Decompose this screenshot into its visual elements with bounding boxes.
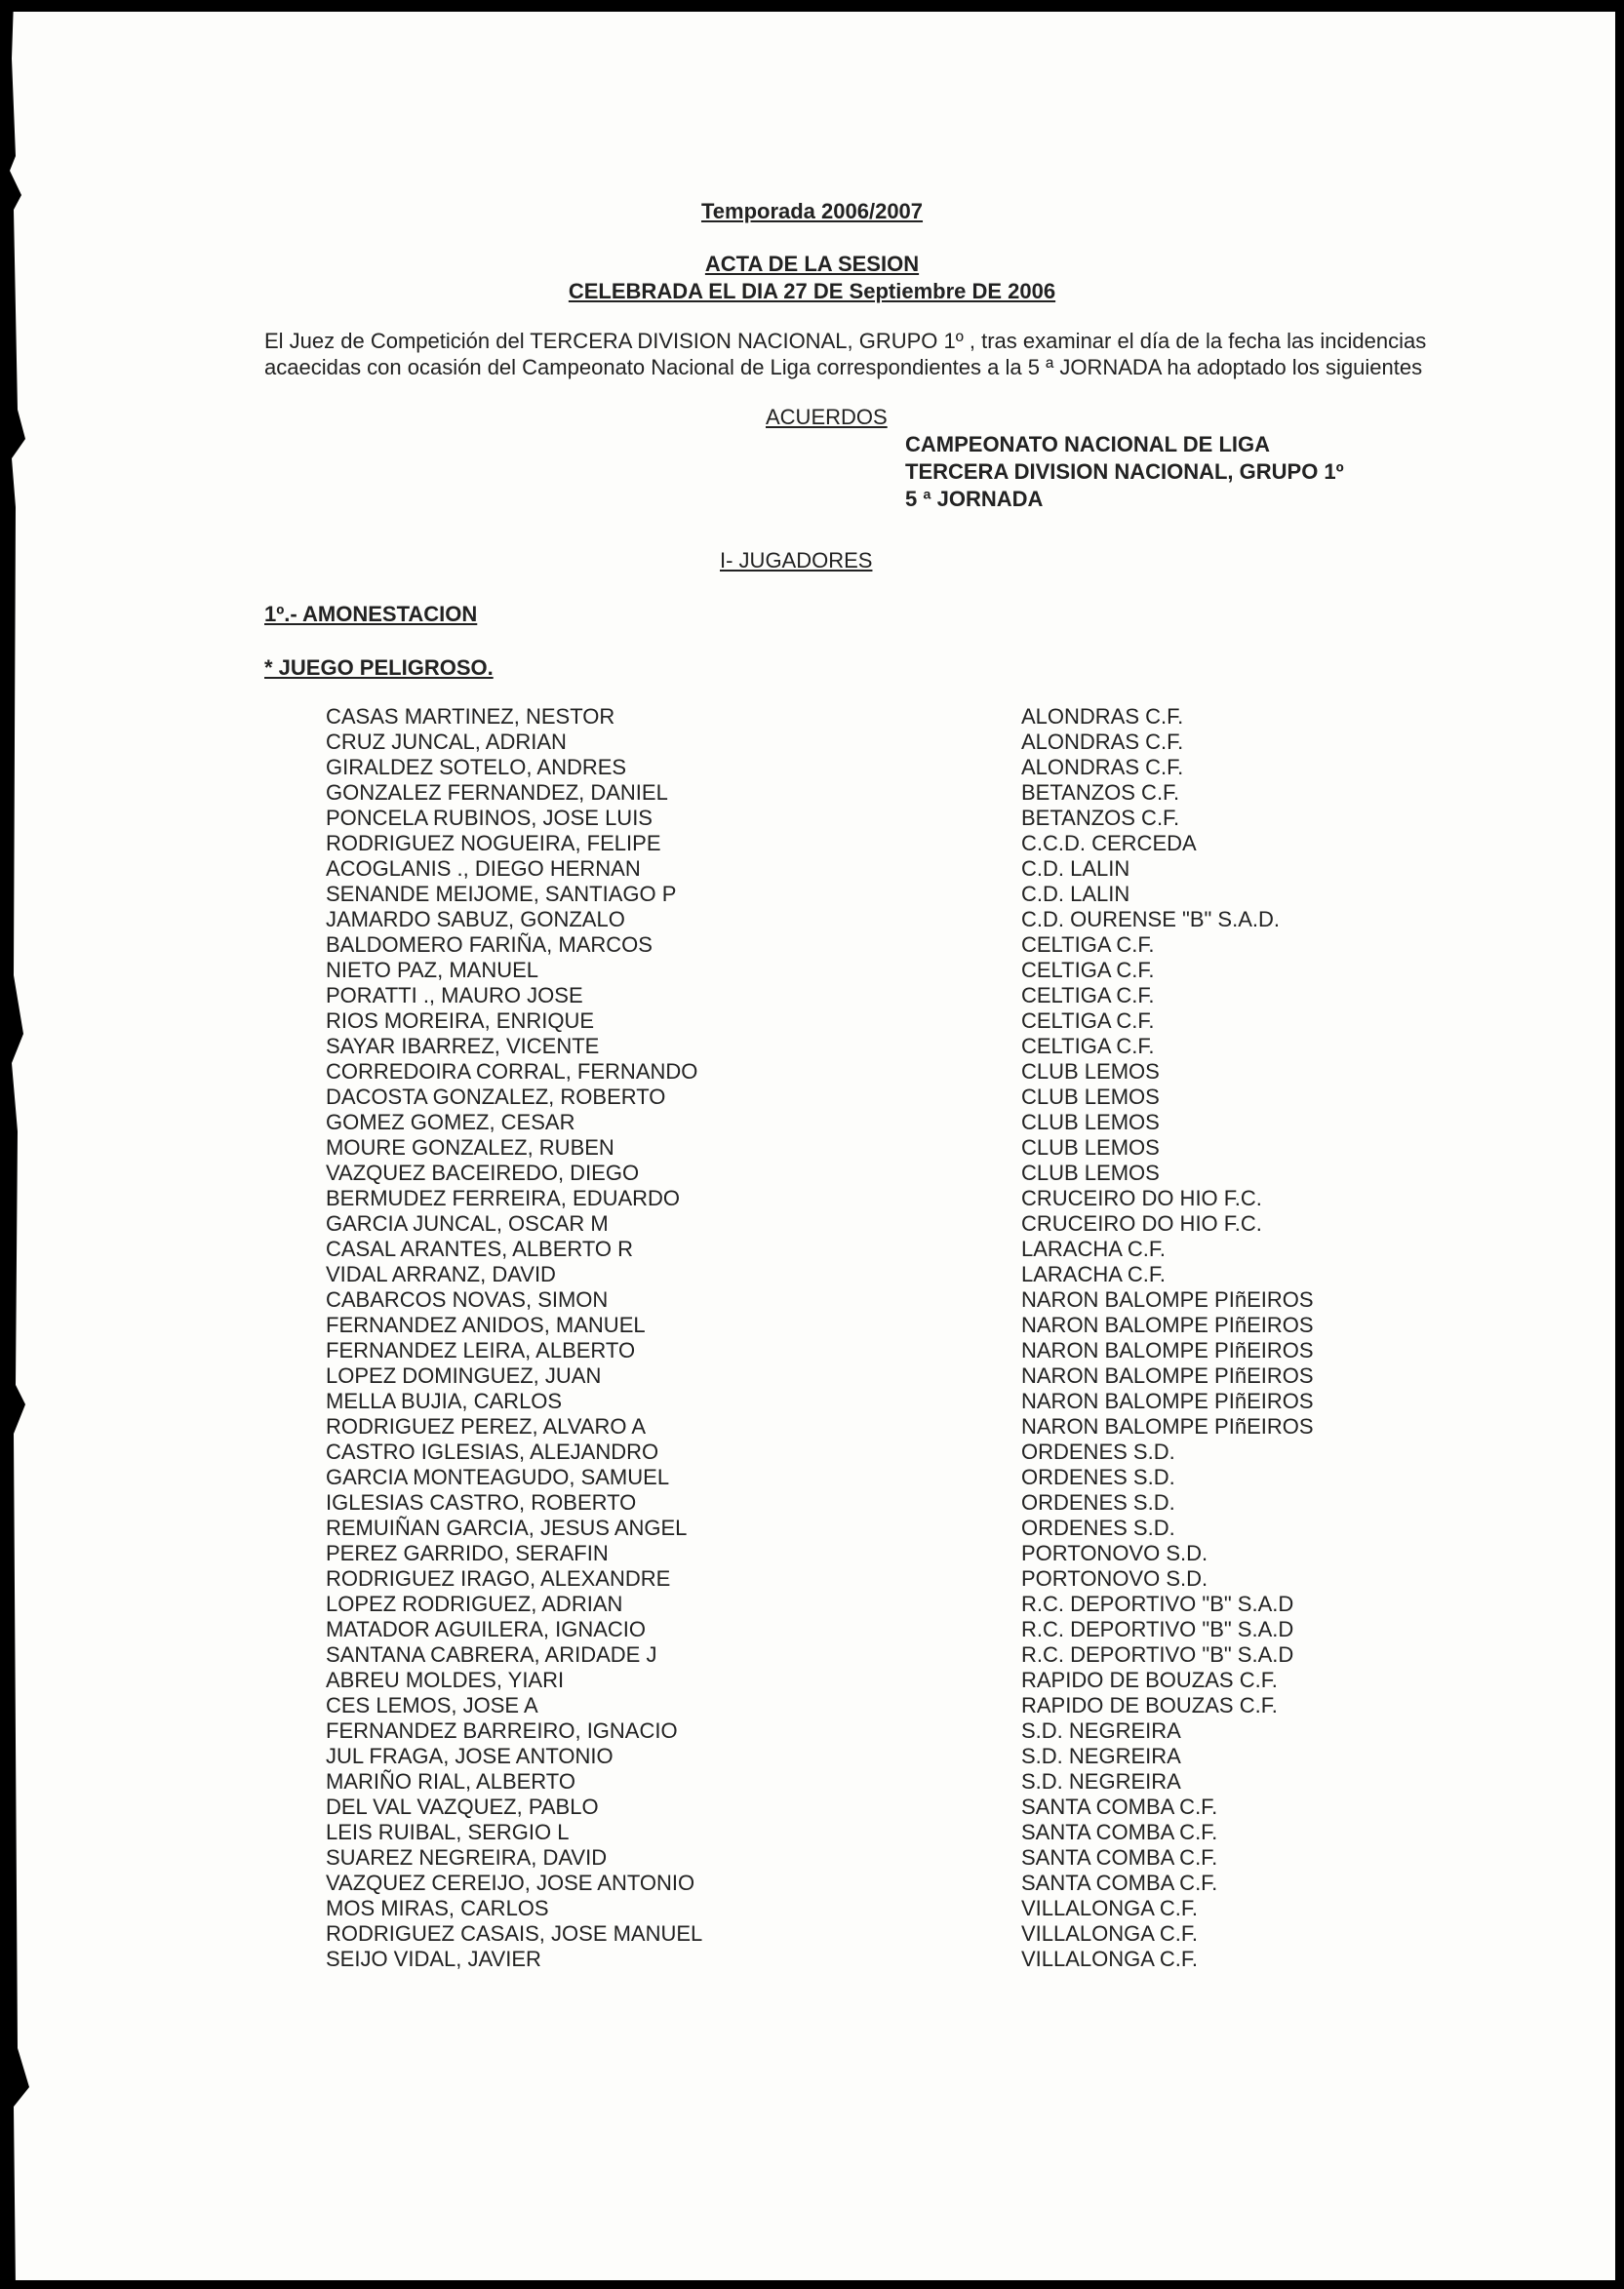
player-club: VILLALONGA C.F. <box>1021 1947 1198 1971</box>
player-name: RODRIGUEZ PEREZ, ALVARO A <box>326 1414 647 1439</box>
list-item <box>0 831 1624 856</box>
player-name: FERNANDEZ BARREIRO, IGNACIO <box>326 1718 678 1743</box>
player-name: SANTANA CABRERA, ARIDADE J <box>326 1642 657 1667</box>
player-club: NARON BALOMPE PIñEIROS <box>1021 1389 1314 1413</box>
list-item <box>0 704 1624 730</box>
player-name: PEREZ GARRIDO, SERAFIN <box>326 1541 609 1565</box>
player-club: ORDENES S.D. <box>1021 1440 1175 1464</box>
player-name: MOURE GONZALEZ, RUBEN <box>326 1135 614 1160</box>
player-name: GOMEZ GOMEZ, CESAR <box>326 1110 575 1134</box>
list-item <box>0 806 1624 831</box>
player-club: ALONDRAS C.F. <box>1021 730 1184 754</box>
player-club: CELTIGA C.F. <box>1021 1008 1155 1033</box>
list-item <box>0 1921 1624 1947</box>
player-club: SANTA COMBA C.F. <box>1021 1845 1218 1870</box>
list-item <box>0 1465 1624 1490</box>
player-club: CRUCEIRO DO HIO F.C. <box>1021 1186 1262 1210</box>
list-item <box>0 856 1624 882</box>
player-name: CRUZ JUNCAL, ADRIAN <box>326 730 567 754</box>
player-name: GIRALDEZ SOTELO, ANDRES <box>326 755 627 779</box>
player-club: R.C. DEPORTIVO "B" S.A.D <box>1021 1592 1294 1616</box>
category-title: * JUEGO PELIGROSO. <box>264 655 494 680</box>
player-name: BALDOMERO FARIÑA, MARCOS <box>326 932 653 957</box>
list-item <box>0 780 1624 806</box>
player-club: C.D. LALIN <box>1021 856 1130 881</box>
player-name: RODRIGUEZ CASAIS, JOSE MANUEL <box>326 1921 703 1946</box>
subsection-title: 1º.- AMONESTACION <box>264 602 478 626</box>
player-club: RAPIDO DE BOUZAS C.F. <box>1021 1693 1278 1717</box>
list-item <box>0 730 1624 755</box>
player-club: ORDENES S.D. <box>1021 1516 1175 1540</box>
list-item <box>0 1110 1624 1135</box>
list-item <box>0 1287 1624 1313</box>
acuerdos-heading: ACUERDOS <box>766 405 888 429</box>
player-name: VIDAL ARRANZ, DAVID <box>326 1262 556 1286</box>
player-club: NARON BALOMPE PIñEIROS <box>1021 1414 1314 1439</box>
list-item <box>0 1135 1624 1161</box>
list-item <box>0 1541 1624 1566</box>
player-name: GARCIA MONTEAGUDO, SAMUEL <box>326 1465 670 1489</box>
player-name: ABREU MOLDES, YIARI <box>326 1668 565 1692</box>
player-name: GONZALEZ FERNANDEZ, DANIEL <box>326 780 668 805</box>
player-club: CELTIGA C.F. <box>1021 1034 1155 1058</box>
list-item <box>0 1440 1624 1465</box>
list-item <box>0 1693 1624 1718</box>
player-name: DACOSTA GONZALEZ, ROBERTO <box>326 1085 666 1109</box>
player-name: CASAL ARANTES, ALBERTO R <box>326 1237 634 1261</box>
player-name: RODRIGUEZ NOGUEIRA, FELIPE <box>326 831 661 855</box>
list-item <box>0 1820 1624 1845</box>
player-name: SEIJO VIDAL, JAVIER <box>326 1947 541 1971</box>
list-item <box>0 907 1624 932</box>
list-item <box>0 1769 1624 1795</box>
list-item <box>0 1592 1624 1617</box>
player-name: RODRIGUEZ IRAGO, ALEXANDRE <box>326 1566 671 1591</box>
list-item <box>0 1617 1624 1642</box>
player-club: SANTA COMBA C.F. <box>1021 1871 1218 1895</box>
player-name: SUAREZ NEGREIRA, DAVID <box>326 1845 608 1870</box>
player-name: VAZQUEZ CEREIJO, JOSE ANTONIO <box>326 1871 695 1895</box>
player-club: LARACHA C.F. <box>1021 1237 1166 1261</box>
player-club: SANTA COMBA C.F. <box>1021 1820 1218 1844</box>
list-item <box>0 1313 1624 1338</box>
player-name: CES LEMOS, JOSE A <box>326 1693 538 1717</box>
player-club: ORDENES S.D. <box>1021 1465 1175 1489</box>
player-club: LARACHA C.F. <box>1021 1262 1166 1286</box>
player-name: SENANDE MEIJOME, SANTIAGO P <box>326 882 677 906</box>
player-club: C.D. OURENSE "B" S.A.D. <box>1021 907 1280 931</box>
list-item <box>0 932 1624 958</box>
list-item <box>0 1237 1624 1262</box>
player-name: FERNANDEZ LEIRA, ALBERTO <box>326 1338 636 1362</box>
player-club: R.C. DEPORTIVO "B" S.A.D <box>1021 1617 1294 1641</box>
list-item <box>0 1059 1624 1085</box>
player-name: LOPEZ RODRIGUEZ, ADRIAN <box>326 1592 623 1616</box>
list-item <box>0 1338 1624 1363</box>
player-club: ALONDRAS C.F. <box>1021 755 1184 779</box>
intro-line2: acaecidas con ocasión del Campeonato Nacional de Liga correspondientes a la 5 ª JORNADA ha adoptado los siguientes <box>264 355 1423 379</box>
list-item <box>0 1211 1624 1237</box>
players-list <box>0 704 1624 1972</box>
list-item <box>0 1845 1624 1871</box>
player-name: REMUIÑAN GARCIA, JESUS ANGEL <box>326 1516 688 1540</box>
player-name: JAMARDO SABUZ, GONZALO <box>326 907 625 931</box>
player-club: PORTONOVO S.D. <box>1021 1566 1208 1591</box>
player-club: C.D. LALIN <box>1021 882 1130 906</box>
player-club: NARON BALOMPE PIñEIROS <box>1021 1338 1314 1362</box>
player-club: RAPIDO DE BOUZAS C.F. <box>1021 1668 1278 1692</box>
season-title: Temporada 2006/2007 <box>700 199 924 223</box>
list-item <box>0 882 1624 907</box>
list-item <box>0 1414 1624 1440</box>
list-item <box>0 1947 1624 1972</box>
list-item <box>0 1363 1624 1389</box>
player-name: GARCIA JUNCAL, OSCAR M <box>326 1211 609 1236</box>
acta-title-line1: ACTA DE LA SESION <box>704 252 920 276</box>
list-item <box>0 1034 1624 1059</box>
player-name: LOPEZ DOMINGUEZ, JUAN <box>326 1363 602 1388</box>
player-name: VAZQUEZ BACEIREDO, DIEGO <box>326 1161 640 1185</box>
list-item <box>0 1896 1624 1921</box>
player-club: BETANZOS C.F. <box>1021 780 1180 805</box>
player-name: NIETO PAZ, MANUEL <box>326 958 539 982</box>
player-name: MOS MIRAS, CARLOS <box>326 1896 549 1920</box>
player-name: MARIÑO RIAL, ALBERTO <box>326 1769 575 1794</box>
player-name: RIOS MOREIRA, ENRIQUE <box>326 1008 595 1033</box>
player-club: CLUB LEMOS <box>1021 1110 1160 1134</box>
list-item <box>0 1161 1624 1186</box>
list-item <box>0 1668 1624 1693</box>
player-club: PORTONOVO S.D. <box>1021 1541 1208 1565</box>
list-item <box>0 1516 1624 1541</box>
campeonato-line1: CAMPEONATO NACIONAL DE LIGA <box>905 432 1271 456</box>
player-club: S.D. NEGREIRA <box>1021 1718 1181 1743</box>
section-title: I- JUGADORES <box>720 548 873 572</box>
player-club: SANTA COMBA C.F. <box>1021 1795 1218 1819</box>
player-club: NARON BALOMPE PIñEIROS <box>1021 1363 1314 1388</box>
campeonato-line3: 5 ª JORNADA <box>905 487 1044 511</box>
player-name: PORATTI ., MAURO JOSE <box>326 983 583 1007</box>
list-item <box>0 1262 1624 1287</box>
player-club: CELTIGA C.F. <box>1021 958 1155 982</box>
list-item <box>0 1085 1624 1110</box>
player-club: CELTIGA C.F. <box>1021 983 1155 1007</box>
list-item <box>0 1795 1624 1820</box>
player-club: VILLALONGA C.F. <box>1021 1896 1198 1920</box>
player-name: ACOGLANIS ., DIEGO HERNAN <box>326 856 641 881</box>
campeonato-block <box>905 431 1344 513</box>
player-club: CRUCEIRO DO HIO F.C. <box>1021 1211 1262 1236</box>
player-name: MELLA BUJIA, CARLOS <box>326 1389 563 1413</box>
player-club: R.C. DEPORTIVO "B" S.A.D <box>1021 1642 1294 1667</box>
player-club: NARON BALOMPE PIñEIROS <box>1021 1313 1314 1337</box>
player-club: C.C.D. CERCEDA <box>1021 831 1197 855</box>
list-item <box>0 958 1624 983</box>
player-name: PONCELA RUBINOS, JOSE LUIS <box>326 806 653 830</box>
list-item <box>0 1566 1624 1592</box>
campeonato-line2: TERCERA DIVISION NACIONAL, GRUPO 1º <box>905 459 1344 484</box>
player-name: MATADOR AGUILERA, IGNACIO <box>326 1617 647 1641</box>
player-name: JUL FRAGA, JOSE ANTONIO <box>326 1744 614 1768</box>
player-name: CASTRO IGLESIAS, ALEJANDRO <box>326 1440 659 1464</box>
list-item <box>0 1186 1624 1211</box>
list-item <box>0 983 1624 1008</box>
list-item <box>0 1718 1624 1744</box>
player-club: CLUB LEMOS <box>1021 1161 1160 1185</box>
player-club: ALONDRAS C.F. <box>1021 704 1184 729</box>
player-club: BETANZOS C.F. <box>1021 806 1180 830</box>
player-name: LEIS RUIBAL, SERGIO L <box>326 1820 570 1844</box>
list-item <box>0 755 1624 780</box>
list-item <box>0 1642 1624 1668</box>
player-name: FERNANDEZ ANIDOS, MANUEL <box>326 1313 646 1337</box>
player-name: IGLESIAS CASTRO, ROBERTO <box>326 1490 637 1515</box>
acta-title-line2: CELEBRADA EL DIA 27 DE Septiembre DE 2006 <box>568 279 1056 303</box>
player-club: S.D. NEGREIRA <box>1021 1744 1181 1768</box>
list-item <box>0 1744 1624 1769</box>
player-name: CABARCOS NOVAS, SIMON <box>326 1287 609 1312</box>
player-club: CLUB LEMOS <box>1021 1085 1160 1109</box>
player-club: CLUB LEMOS <box>1021 1135 1160 1160</box>
acta-title <box>0 251 1624 305</box>
player-name: SAYAR IBARREZ, VICENTE <box>326 1034 600 1058</box>
player-club: NARON BALOMPE PIñEIROS <box>1021 1287 1314 1312</box>
player-club: VILLALONGA C.F. <box>1021 1921 1198 1946</box>
list-item <box>0 1490 1624 1516</box>
player-club: S.D. NEGREIRA <box>1021 1769 1181 1794</box>
player-name: CASAS MARTINEZ, NESTOR <box>326 704 615 729</box>
player-name: DEL VAL VAZQUEZ, PABLO <box>326 1795 599 1819</box>
intro-paragraph <box>264 328 1464 380</box>
list-item <box>0 1871 1624 1896</box>
player-club: CELTIGA C.F. <box>1021 932 1155 957</box>
list-item <box>0 1008 1624 1034</box>
intro-line1: El Juez de Competición del TERCERA DIVISION NACIONAL, GRUPO 1º , tras examinar el día de la fecha las incidencias <box>264 329 1427 353</box>
player-club: CLUB LEMOS <box>1021 1059 1160 1084</box>
player-name: BERMUDEZ FERREIRA, EDUARDO <box>326 1186 681 1210</box>
list-item <box>0 1389 1624 1414</box>
player-club: ORDENES S.D. <box>1021 1490 1175 1515</box>
player-name: CORREDOIRA CORRAL, FERNANDO <box>326 1059 698 1084</box>
